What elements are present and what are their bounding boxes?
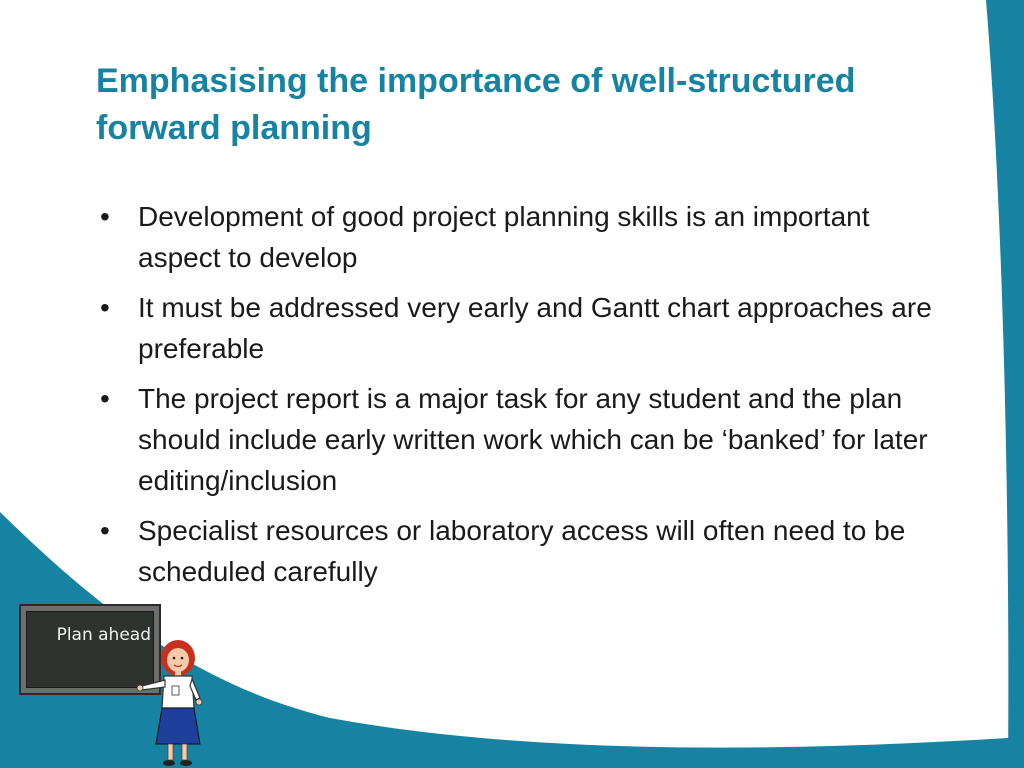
bullet-item — [96, 378, 946, 501]
bullet-text: The project report is a major task for any student and the plan should include early written work which can be ‘banked’ for later editing/inclusion — [138, 383, 928, 496]
bullet-text: Specialist resources or laboratory access will often need to be scheduled carefully — [138, 515, 906, 587]
bullet-dot: • — [100, 201, 110, 232]
bullet-item — [96, 287, 946, 369]
chalkboard-text: Plan ahead — [56, 625, 151, 645]
bullet-list — [96, 196, 946, 601]
bullet-text: It must be addressed very early and Gantt chart approaches are preferable — [138, 292, 932, 364]
bullet-dot: • — [100, 292, 110, 323]
bullet-dot: • — [100, 383, 110, 414]
bullet-item — [96, 196, 946, 278]
bullet-dot: • — [100, 515, 110, 546]
right-band — [986, 0, 1024, 768]
teacher-figure-icon — [130, 636, 210, 768]
bullet-text: Development of good project planning skills is an important aspect to develop — [138, 201, 870, 273]
bullet-item — [96, 510, 946, 592]
slide-title: Emphasising the importance of well-structured forward planning — [96, 62, 856, 147]
